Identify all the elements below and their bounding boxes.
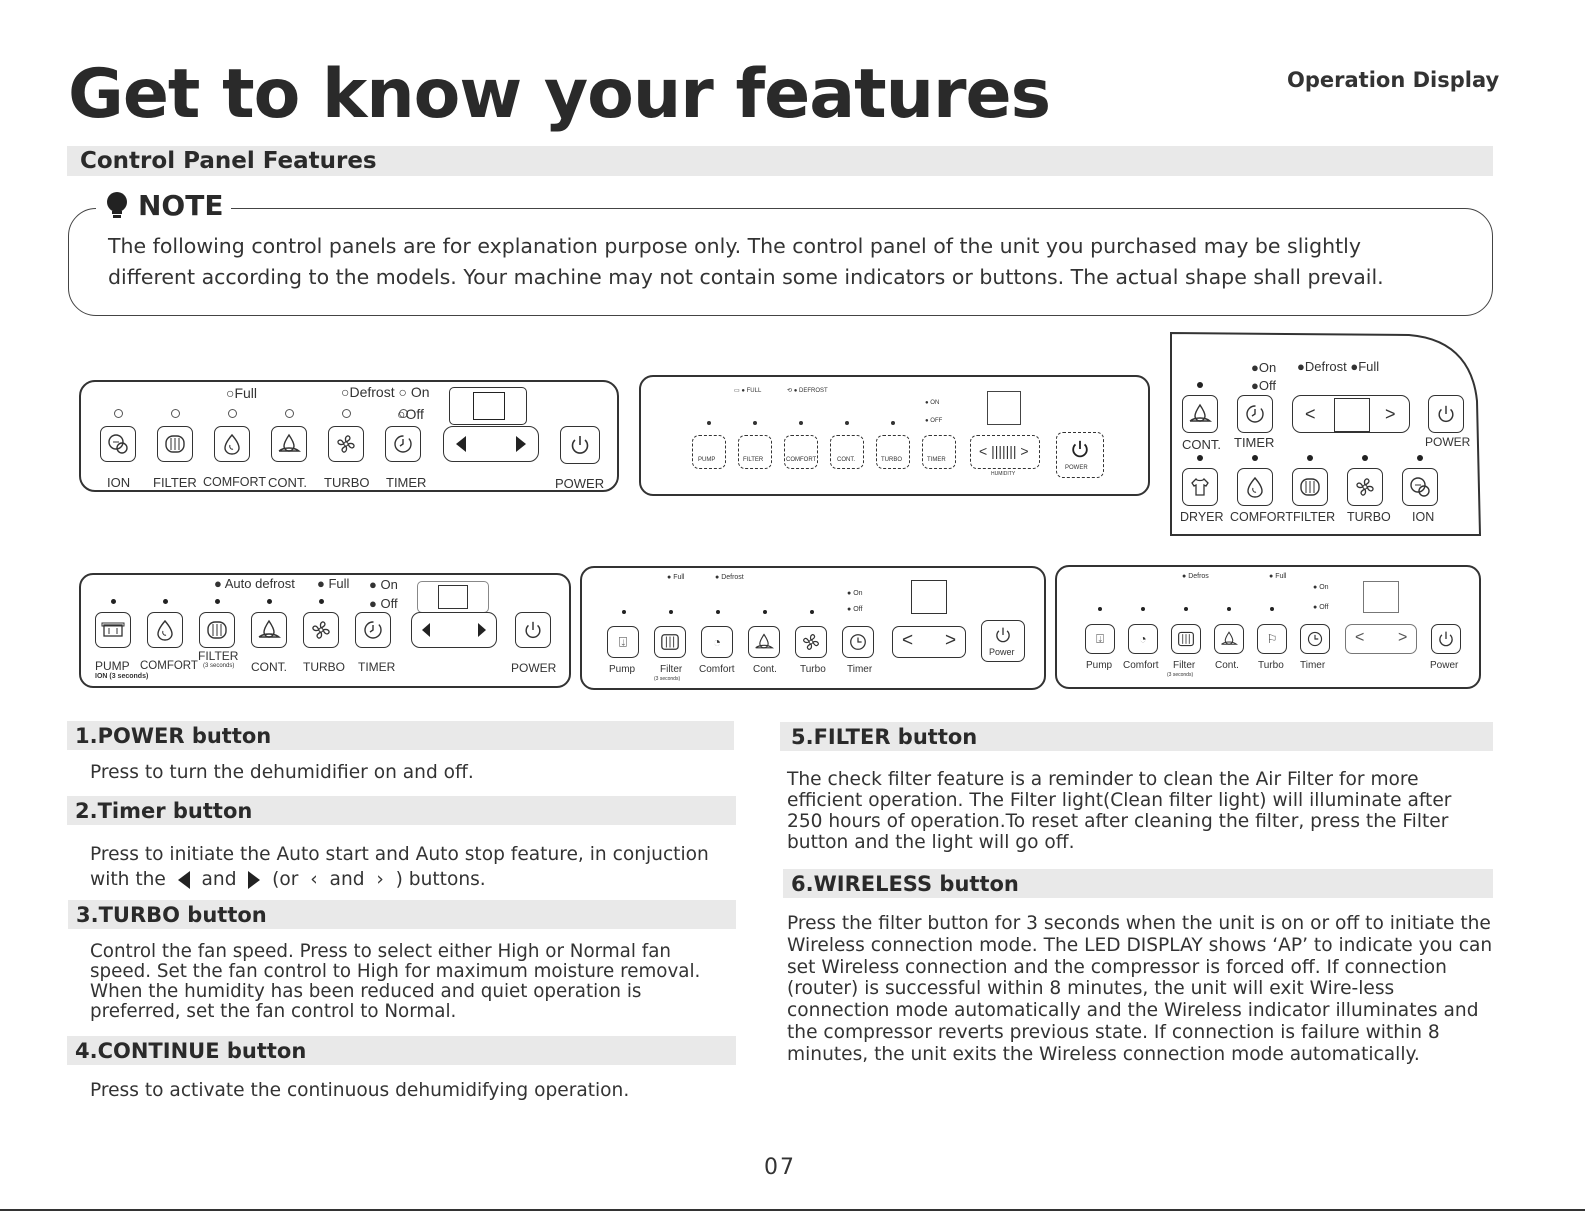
indicator-dot [707, 421, 711, 425]
timer-button[interactable] [355, 612, 391, 648]
power-icon [1436, 404, 1456, 424]
indicator-on-label: ● On [847, 590, 863, 597]
label-turbo: TURBO [303, 660, 345, 674]
control-panel-6 [1055, 565, 1481, 689]
indicator-cont [285, 409, 294, 418]
cont-button[interactable] [251, 612, 287, 648]
timer-section-text [90, 842, 735, 892]
control-panel-4 [79, 573, 571, 688]
filter-button[interactable] [199, 612, 235, 648]
left-arrow-icon: < [1305, 404, 1316, 424]
power-section-heading: 1.POWER button [67, 721, 734, 750]
label-humidity: HUMIDITY [991, 471, 1016, 477]
clock-icon [392, 433, 414, 455]
label-timer: TIMER [358, 660, 396, 674]
arrow-button-pair[interactable] [892, 626, 966, 658]
timer-button[interactable] [1300, 624, 1330, 654]
comfort-icon: ◔ [1139, 632, 1147, 646]
turbo-button[interactable] [1257, 624, 1287, 654]
indicator-dot [622, 610, 626, 614]
power-icon [523, 620, 543, 640]
cont-icon [1188, 403, 1212, 425]
left-arrow-icon: < [1355, 629, 1365, 646]
label-cont: Cont. [1215, 660, 1239, 671]
timer-button[interactable] [842, 626, 874, 658]
indicator-full-label: ▭ ● FULL [734, 388, 762, 394]
filter-icon [164, 433, 186, 455]
fan-icon [801, 632, 821, 652]
filter-icon [206, 619, 228, 641]
label-comfort: COMFORT [1230, 510, 1293, 524]
note-heading [96, 189, 231, 222]
timer-button[interactable] [1237, 395, 1273, 433]
display-frame [449, 387, 527, 425]
power-button[interactable] [515, 612, 551, 648]
indicator-on-label: ● On [369, 577, 398, 592]
pump-button[interactable] [1085, 624, 1115, 654]
label-pump: PUMP [95, 659, 130, 673]
filter-button[interactable] [1292, 468, 1328, 506]
turbo-section-heading: 3.TURBO button [68, 900, 736, 929]
label-cont: CONT. [251, 660, 287, 674]
label-comfort: Comfort [1123, 660, 1159, 671]
indicator-dot [1098, 607, 1102, 611]
arrow-button-pair[interactable] [443, 426, 539, 462]
indicator-dot [267, 599, 272, 604]
note-line-2: different according to the models. Your machine may not contain some indicators or buttons. The actual shape shall prevail. [108, 265, 1384, 289]
display-screen [473, 392, 505, 420]
cont-icon [257, 619, 281, 641]
power-button[interactable] [1056, 432, 1104, 478]
indicator-dot [891, 421, 895, 425]
indicator-dot [1197, 382, 1203, 388]
turbo-section-text: Control the fan speed. Press to select either High or Normal fan speed. Set the fan control to High for maximum moisture removal. When the humidity has been reduced and quiet operation is preferred, set the fan control to Normal. [90, 941, 701, 1022]
indicator-on-label: ● On [1313, 584, 1329, 591]
cont-button[interactable] [748, 626, 780, 658]
continue-section-text: Press to activate the continuous dehumidifying operation. [90, 1080, 630, 1101]
indicator-dot [319, 599, 324, 604]
filter-section-text: The check filter feature is a reminder to clean the Air Filter for more efficient operation. The Filter light(Clean filter light) will illuminate after 250 hours of operation.To reset after cleaning the filter, press the Filter button and the light will go off. [787, 769, 1452, 853]
indicator-dot [1252, 455, 1258, 461]
filter-button[interactable] [157, 426, 193, 462]
indicator-dot [111, 599, 116, 604]
filter-button[interactable] [1171, 624, 1201, 654]
humidity-arrow-buttons[interactable] [970, 435, 1040, 477]
label-cont: CONT. [268, 475, 307, 490]
right-arrow-icon: > [945, 630, 957, 651]
control-panel-1 [79, 380, 619, 492]
label-ion: ION [107, 475, 131, 490]
indicator-dot [1362, 455, 1368, 461]
comfort-button[interactable] [1237, 468, 1273, 506]
comfort-icon [1244, 476, 1266, 498]
indicator-dot [763, 610, 767, 614]
left-arrow-icon: < [902, 630, 914, 651]
indicator-off-label: ● OFF [925, 418, 943, 424]
label-filter: FILTER [743, 457, 764, 463]
label-filter-sub: (3 seconds) [203, 663, 235, 669]
page-title: Get to know your features [68, 55, 1051, 134]
label-timer: Timer [1300, 660, 1326, 671]
power-icon [569, 434, 591, 456]
cont-icon [754, 632, 774, 652]
indicator-off-label: ● Off [847, 606, 863, 613]
note-label: NOTE [138, 189, 224, 222]
ion-button[interactable] [1402, 468, 1438, 506]
power-button[interactable] [1431, 624, 1461, 654]
indicator-full-label: ● Full [667, 574, 685, 581]
indicator-dot [1417, 455, 1423, 461]
label-cont: Cont. [753, 664, 777, 675]
timer-button[interactable] [385, 426, 421, 462]
arrow-glyphs: < ||||||| > [979, 443, 1029, 459]
indicator-dot [845, 421, 849, 425]
filter-section-heading: 5.FILTER button [780, 722, 1493, 751]
label-cont: CONT. [837, 457, 855, 463]
label-timer: Timer [847, 664, 873, 675]
left-arrow-icon [456, 436, 466, 452]
label-comfort: COMFORT [203, 475, 266, 489]
cont-button[interactable] [271, 426, 307, 462]
indicator-off-label: ● Off [369, 596, 398, 611]
arrow-button-pair[interactable] [411, 612, 497, 648]
display-screen [911, 580, 947, 614]
indicator-defrost-label: ●Defrost ●Full [1297, 359, 1380, 374]
footer-rule [0, 1209, 1585, 1211]
indicator-wifi-dot [1184, 607, 1188, 611]
turbo-button[interactable] [876, 435, 910, 469]
right-arrow-icon: > [1398, 629, 1408, 646]
indicator-defrost-label: ⟲ ● DEFROST [787, 388, 828, 394]
label-filter: Filter [1173, 660, 1196, 671]
right-arrow-icon: > [1385, 404, 1396, 424]
cont-button[interactable] [1214, 624, 1244, 654]
pump-icon: ⍗ [1096, 631, 1104, 646]
timer-and-2: and [329, 869, 365, 890]
dryer-button[interactable] [1182, 468, 1218, 506]
label-dryer: DRYER [1180, 510, 1224, 524]
timer-button[interactable] [922, 435, 956, 469]
note-text [108, 231, 1478, 293]
label-turbo: Turbo [800, 664, 826, 675]
filter-button[interactable] [738, 435, 772, 469]
power-icon [994, 626, 1012, 644]
indicator-dot [163, 599, 168, 604]
arrow-button-pair[interactable] [1345, 624, 1417, 654]
indicator-defros-label: ● Defros [1182, 573, 1209, 580]
indicator-off-label: ● Off [1313, 604, 1329, 611]
indicator-dot [1307, 455, 1313, 461]
indicator-full-label: ● Full [317, 576, 350, 591]
control-panel-2 [639, 375, 1150, 496]
wireless-section-text: Press the filter button for 3 seconds when the unit is on or off to initiate the Wireless connection mode. The LED DISPLAY shows ‘AP’ to indicate you can set Wireless connection and the compressor is forced off. If connection (router) is successful within 8 minutes, the unit will exit Wire-less connection mode automatically and the Wireless indicator illuminates and the compressor reverts previous state. If connection is failure within 8 minutes, the unit exits the Wireless connection mode automatically. [787, 913, 1493, 1065]
section-tag: Operation Display [1287, 68, 1500, 92]
label-timer: TIMER [386, 475, 427, 490]
indicator-dot [716, 610, 720, 614]
continue-section-heading: 4.CONTINUE button [67, 1036, 736, 1065]
label-pump: PUMP [698, 457, 716, 463]
pump-button[interactable] [607, 626, 639, 658]
label-power: POWER [555, 476, 605, 491]
label-filter-sub: (3 seconds) [654, 676, 681, 682]
cont-button[interactable] [1182, 395, 1218, 433]
indicator-dot [810, 610, 814, 614]
fan-icon [310, 619, 332, 641]
label-power: POWER [1065, 465, 1088, 471]
power-icon [1437, 630, 1455, 648]
turbo-button[interactable] [1347, 468, 1383, 506]
label-turbo: TURBO [881, 457, 902, 463]
indicator-comfort [228, 409, 237, 418]
power-icon [1070, 439, 1090, 459]
indicator-on-label: ●On [1251, 360, 1277, 375]
wireless-section-heading: 6.WIRELESS button [783, 869, 1493, 898]
fan-icon [335, 433, 357, 455]
label-ion: ION [1412, 510, 1435, 524]
timer-with: with the [90, 869, 166, 890]
right-chevron-icon: › [376, 869, 384, 890]
indicator-dot [753, 421, 757, 425]
display-screen [438, 585, 468, 609]
label-turbo: TURBO [1347, 510, 1391, 524]
power-button[interactable] [981, 620, 1025, 662]
comfort-icon [221, 433, 243, 455]
bulb-icon [104, 191, 130, 221]
pump-button[interactable] [95, 612, 131, 648]
clock-icon [1306, 630, 1324, 648]
label-timer: TIMER [927, 457, 946, 463]
control-panel-bar: Control Panel Features [67, 146, 1493, 176]
left-chevron-icon: ‹ [310, 869, 318, 890]
note-line-1: The following control panels are for explanation purpose only. The control panel of the unit you purchased may be slightly [108, 234, 1361, 258]
pump-icon: ⍗ [618, 633, 628, 650]
indicator-dot [1141, 607, 1145, 611]
power-button[interactable] [560, 426, 600, 464]
power-section-text: Press to turn the dehumidifier on and off. [90, 762, 474, 783]
filter-icon [660, 632, 680, 652]
label-pump-sub: ION (3 seconds) [95, 673, 149, 680]
indicator-full-label: ○Full [226, 385, 258, 401]
turbo-icon: ⚐ [1266, 632, 1278, 646]
label-cont: CONT. [1182, 437, 1221, 452]
display-screen [1363, 581, 1399, 613]
comfort-icon [154, 619, 176, 641]
filter-icon [1177, 630, 1195, 648]
display-screen [1334, 398, 1370, 432]
timer-section-heading: 2.Timer button [67, 796, 736, 825]
comfort-icon: ◔ [713, 634, 721, 650]
label-pump: Pump [609, 664, 636, 675]
indicator-dot [1197, 455, 1203, 461]
ion-button[interactable] [100, 426, 136, 462]
ion-icon [1409, 476, 1431, 498]
fan-icon [1354, 476, 1376, 498]
indicator-off-label: ●Off [1251, 378, 1276, 393]
comfort-button[interactable] [147, 612, 183, 648]
label-filter: FILTER [1293, 510, 1336, 524]
timer-tail: ) buttons. [395, 869, 486, 890]
label-filter: Filter [660, 664, 683, 675]
indicator-dot [1227, 607, 1231, 611]
label-comfort: COMFORT [140, 660, 198, 672]
right-arrow-icon [516, 436, 526, 452]
indicator-turbo [342, 409, 351, 418]
turbo-button[interactable] [795, 626, 827, 658]
right-arrow-icon [478, 623, 486, 637]
label-filter-sub: (3 seconds) [1167, 672, 1194, 678]
cont-icon [1220, 630, 1238, 648]
label-turbo: TURBO [324, 475, 370, 490]
arrow-button-pair[interactable] [1292, 395, 1410, 433]
comfort-button[interactable] [214, 426, 250, 462]
cont-icon [277, 433, 301, 455]
clock-icon [848, 632, 868, 652]
clock-icon [362, 619, 384, 641]
control-panel-5 [580, 566, 1046, 690]
left-arrow-icon [422, 623, 430, 637]
pump-icon [101, 619, 125, 641]
timer-and-1: and [201, 869, 237, 890]
indicator-off-label: ○Off [397, 406, 424, 422]
panel-3-content [1169, 331, 1483, 538]
cont-button[interactable] [830, 435, 864, 469]
indicator-defrost-label: ○Defrost ○ On [341, 384, 430, 400]
timer-line-1: Press to initiate the Auto start and Auto stop feature, in conjuction [90, 844, 709, 865]
label-timer: TIMER [1234, 435, 1275, 450]
indicator-filter [171, 409, 180, 418]
indicator-on-label: ● ON [925, 400, 940, 406]
filter-icon [1299, 476, 1321, 498]
label-turbo: Turbo [1258, 660, 1284, 671]
label-power: POWER [1425, 435, 1471, 449]
label-filter: FILTER [153, 475, 197, 490]
power-button[interactable] [1428, 395, 1464, 433]
comfort-button[interactable] [784, 435, 818, 469]
shirt-icon [1189, 476, 1211, 498]
clock-icon [1244, 403, 1266, 425]
turbo-button[interactable] [328, 426, 364, 462]
indicator-wifi-dot [669, 610, 673, 614]
comfort-button[interactable] [1128, 624, 1158, 654]
indicator-dot [799, 421, 803, 425]
timer-line-2 [90, 867, 735, 892]
indicator-dot [1270, 607, 1274, 611]
indicator-defrost-label: ● Defrost [715, 574, 744, 581]
ion-icon [107, 433, 129, 455]
indicator-ion [114, 409, 123, 418]
filter-button[interactable] [654, 626, 686, 658]
page-number: 07 [764, 1155, 796, 1180]
label-comfort: Comfort [699, 664, 735, 675]
turbo-button[interactable] [303, 612, 339, 648]
label-comfort: COMFORT [786, 457, 817, 463]
label-power: Power [1430, 660, 1459, 671]
timer-or: (or [272, 869, 299, 890]
right-arrow-icon [248, 871, 260, 889]
left-arrow-icon [178, 871, 190, 889]
display-screen [987, 391, 1021, 425]
display-frame [417, 581, 489, 613]
label-filter: FILTER [198, 649, 239, 663]
indicator-full-label: ● Full [1269, 573, 1287, 580]
label-power: Power [989, 647, 1015, 657]
indicator-wifi-dot [215, 599, 220, 604]
indicator-auto-defrost-label: ● Auto defrost [214, 576, 295, 591]
label-pump: Pump [1086, 660, 1113, 671]
comfort-button[interactable] [701, 626, 733, 658]
label-power: POWER [511, 661, 557, 675]
pump-button[interactable] [692, 435, 726, 469]
